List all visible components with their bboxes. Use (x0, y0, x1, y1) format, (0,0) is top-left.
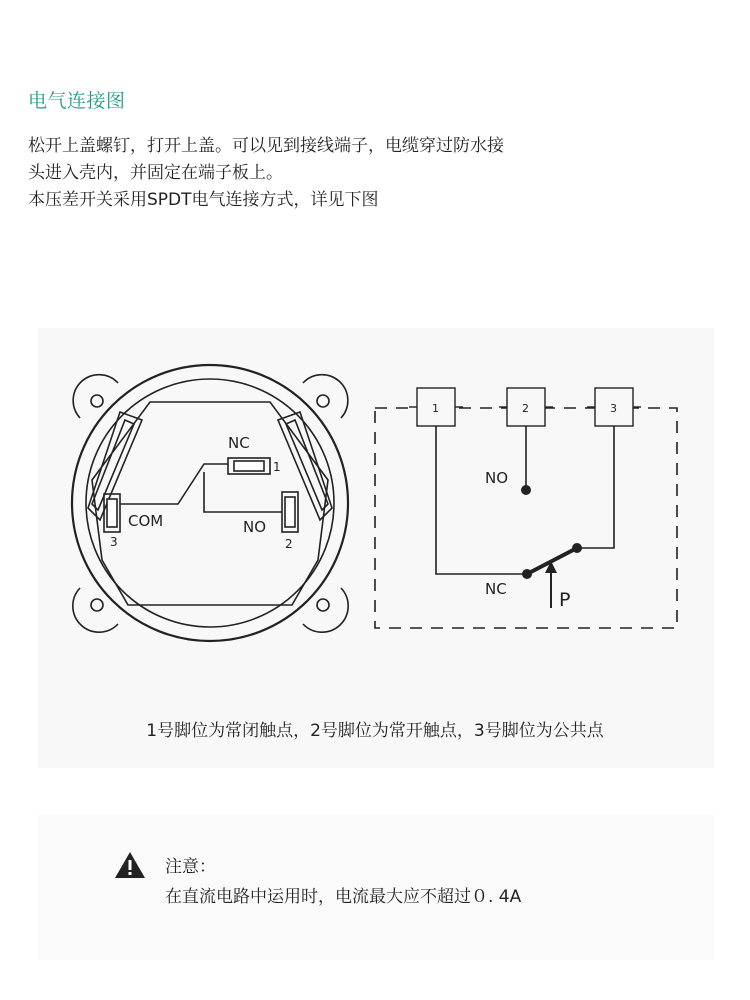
pin-caption: 1号脚位为常闭触点，2号脚位为常开触点，3号脚位为公共点 (146, 721, 604, 741)
label-terminal-2: 2 (522, 402, 529, 415)
label-terminal-3: 3 (610, 402, 617, 415)
label-pin-1-left: 1 (273, 460, 281, 474)
terminal-block-3-inner (107, 499, 117, 527)
wire-com (120, 464, 228, 504)
wire-no (204, 472, 282, 512)
label-pin-2-left: 2 (285, 537, 293, 551)
schematic-drawing (375, 388, 677, 628)
mounting-hole-bottom-left (91, 599, 103, 611)
label-terminal-1: 1 (432, 402, 439, 415)
label-nc-left: NC (228, 434, 250, 452)
label-no-left: NO (243, 518, 267, 536)
housing-drawing (72, 365, 348, 641)
wire-common (577, 426, 614, 548)
label-no-right: NO (485, 469, 509, 487)
contact-dot-nc (522, 569, 532, 579)
housing-inner-ring (86, 379, 334, 627)
label-pin-3-left: 3 (110, 535, 118, 549)
contact-dot-no (521, 485, 531, 495)
description-line-3: 本压差开关采用SPDT电气连接方式，详见下图 (28, 190, 379, 210)
description-line-2: 头进入壳内，并固定在端子板上。 (28, 163, 283, 183)
description-line-1: 松开上盖螺钉，打开上盖。可以见到接线端子，电缆穿过防水接 (28, 136, 504, 156)
label-nc-right: NC (485, 580, 507, 598)
label-com-left: COM (128, 512, 164, 530)
mounting-ear-top-left (73, 375, 118, 418)
mounting-hole-top-left (91, 395, 103, 407)
wire-nc (436, 426, 525, 574)
note-title: 注意： (165, 857, 216, 877)
terminal-block-1-inner (234, 461, 264, 471)
section-title: 电气连接图 (28, 90, 126, 112)
mounting-hole-top-right (317, 395, 329, 407)
warning-icon (113, 850, 147, 880)
note-text: 在直流电路中运用时，电流最大应不超过０. 4A (165, 887, 522, 907)
terminal-block-2-inner (285, 497, 295, 527)
contact-dot-common (572, 543, 582, 553)
label-p-pressure: P (559, 589, 571, 611)
mounting-hole-bottom-right (317, 599, 329, 611)
